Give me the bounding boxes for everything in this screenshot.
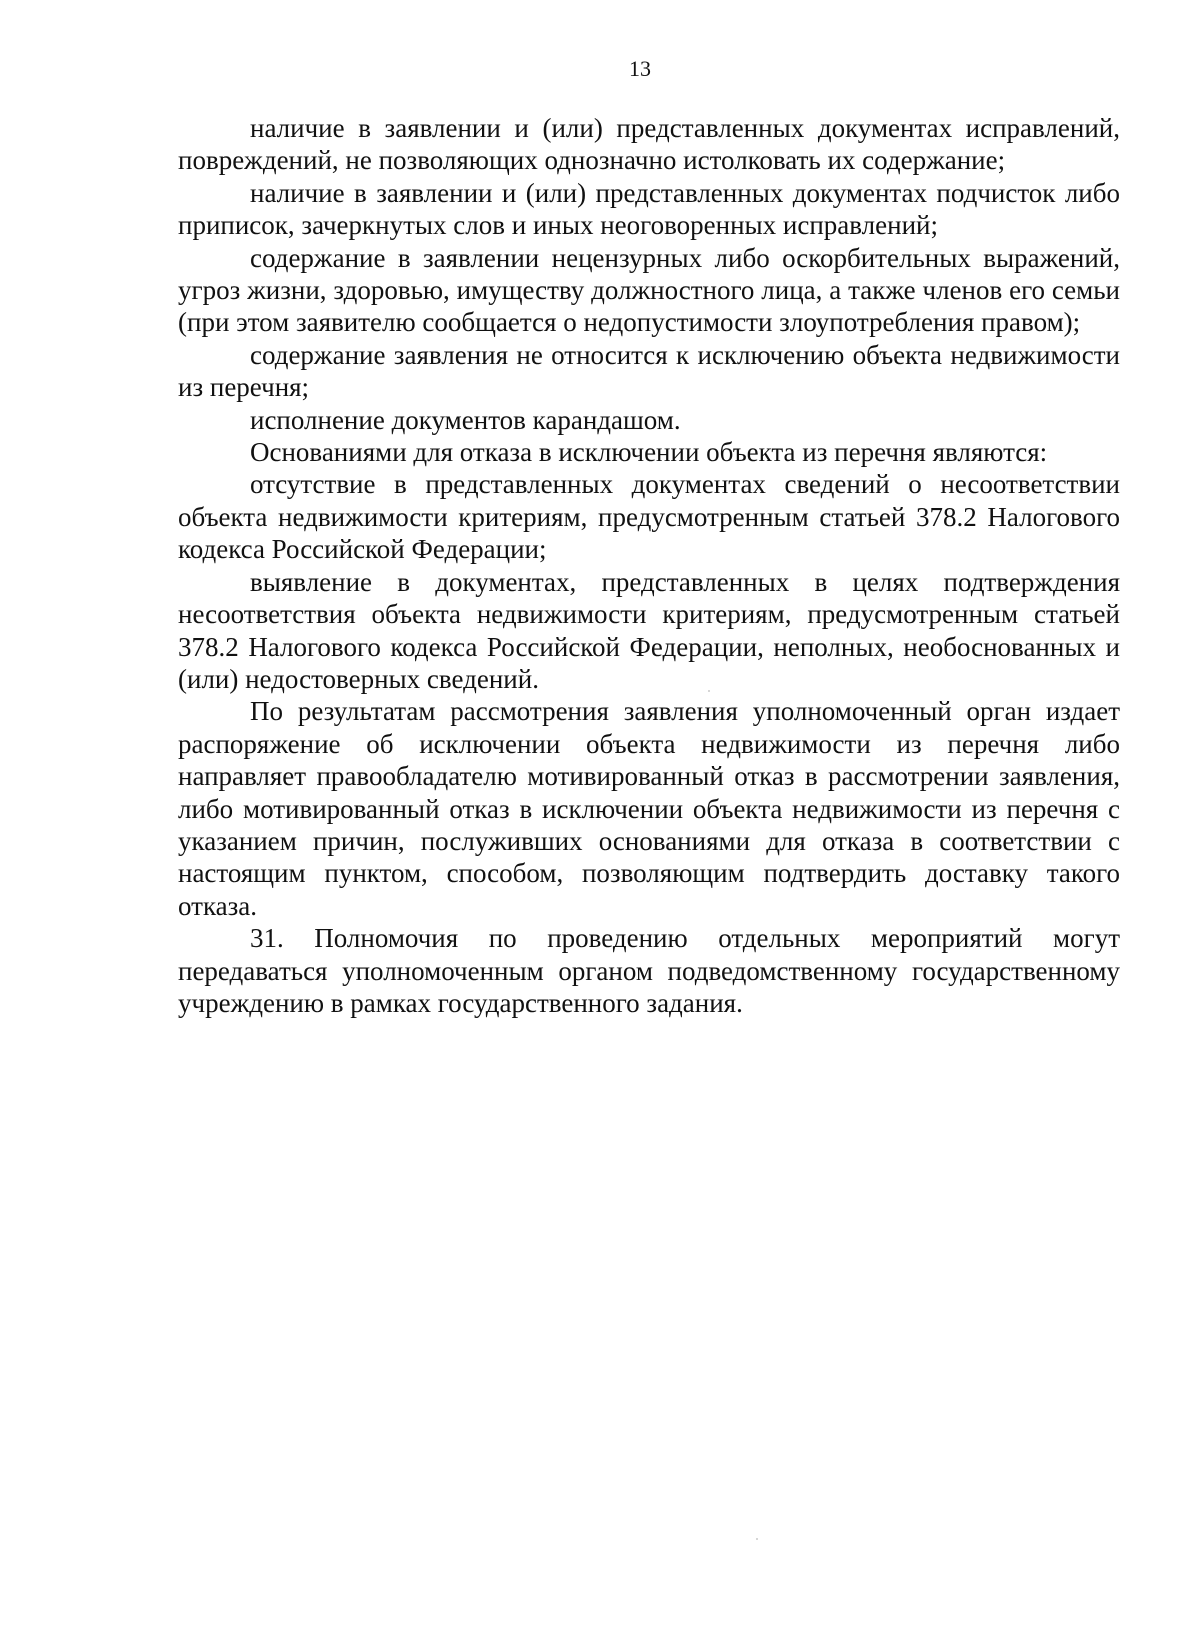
paragraph-refusal-grounds-heading: Основаниями для отказа в исключении объекта из перечня являются: (250, 437, 1048, 468)
document-body (178, 112, 1120, 1019)
paragraph-offensive-content: содержание в заявлении нецензурных либо оскорбительных выражений, угроз жизни, здоровью, имуществу должностного лица, а также членов его семьи (при этом заявителю сообщается о недопустимости злоупотребления правом); (178, 242, 1120, 338)
paragraph-review-results: По результатам рассмотрения заявления уполномоченный орган издает распоряжение об исключении объекта недвижимости из перечня либо направляет правообладателю мотивированный отказ в рассмотрении заявления, либо мотивированный отказ в исключении объекта недвижимости из перечня с указанием причин, послуживших основаниями для отказа в соответствии с настоящим пунктом, способом, позволяющим подтвердить доставку такого отказа. (178, 696, 1120, 921)
paragraph-pencil: исполнение документов карандашом. (250, 404, 681, 435)
paragraph-missing-info: отсутствие в представленных документах сведений о несоответствии объекта недвижимости критериям, предусмотренным статьей 378.2 Налогового кодекса Российской Федерации; (178, 469, 1120, 565)
paragraph-not-related: содержание заявления не относится к исключению объекта недвижимости из перечня; (178, 339, 1120, 403)
paragraph-corrections: наличие в заявлении и (или) представленных документах исправлений, повреждений, не позволяющих однозначно истолковать их содержание; (178, 113, 1120, 176)
paragraph-erasures: наличие в заявлении и (или) представленных документах подчисток либо приписок, зачеркнутых слов и иных неоговоренных исправлений; (178, 177, 1120, 241)
scan-artifact (708, 690, 710, 692)
scan-artifact (756, 1538, 758, 1540)
page-number: 13 (629, 56, 651, 81)
paragraph-incomplete-info: выявление в документах, представленных в целях подтверждения несоответствия объекта недвижимости критериям, предусмотренным статьей 378.2 Налогового кодекса Российской Федерации, неполных, необоснованных и (или) недостоверных сведений. (178, 566, 1120, 694)
paragraph-31-delegation: 31. Полномочия по проведению отдельных мероприятий могут передаваться уполномоченным органом подведомственному государственному учреждению в рамках государственного задания. (178, 923, 1120, 1018)
